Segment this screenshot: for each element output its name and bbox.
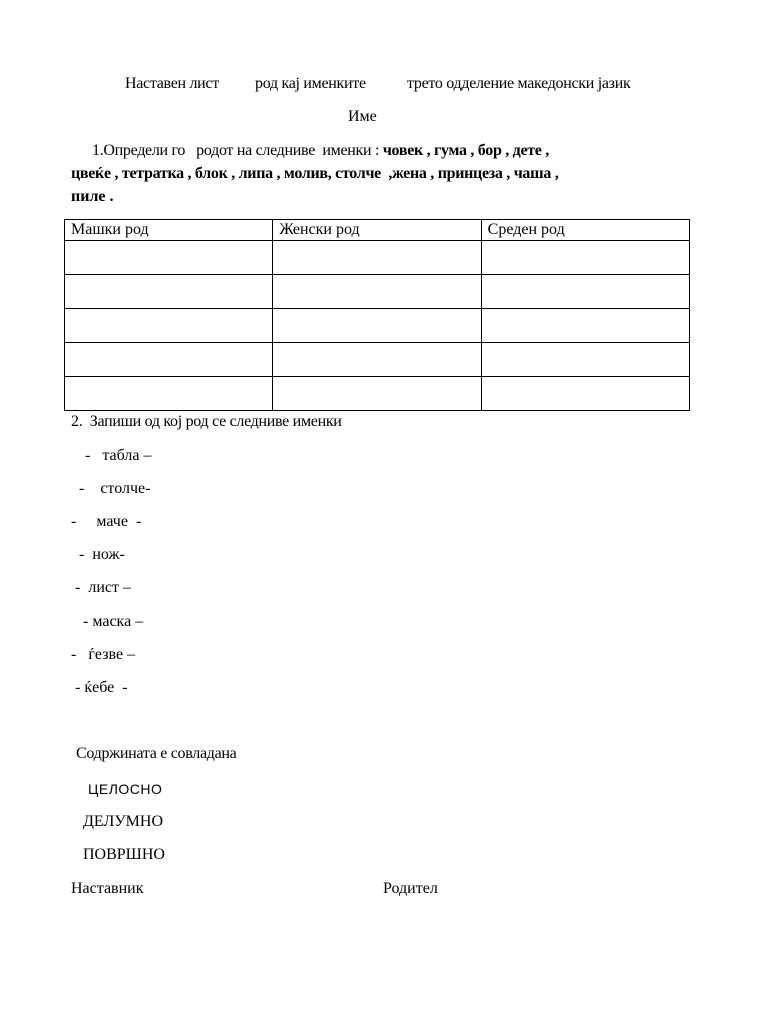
teacher-label: Наставник	[71, 880, 144, 897]
level-partial: ДЕЛУМНО	[83, 813, 163, 830]
task1-words-line2: цвеќе , тетратка , блок , липа , молив, столче ,жена , принцеза , чаша ,	[71, 165, 559, 182]
table-cell[interactable]	[481, 309, 689, 343]
list-item: - табла –	[85, 447, 152, 464]
list-item: - лист –	[75, 579, 131, 596]
table-cell[interactable]	[481, 241, 689, 275]
worksheet-title-part3: трето одделение македонски јазик	[407, 75, 631, 92]
task1-prefix: 1.Определи го родот на следниве именки :	[92, 142, 383, 159]
table-cell[interactable]	[65, 343, 273, 377]
table-cell[interactable]	[65, 241, 273, 275]
table-cell[interactable]	[481, 377, 689, 411]
level-complete: ЦЕЛОСНО	[88, 781, 163, 797]
table-row	[65, 343, 690, 377]
table-cell[interactable]	[65, 275, 273, 309]
task1-words-line3: пиле .	[71, 188, 114, 205]
name-label: Име	[348, 108, 377, 125]
table-cell[interactable]	[273, 275, 481, 309]
parent-label: Родител	[383, 880, 438, 897]
list-item: - мачe -	[71, 513, 142, 530]
worksheet-title-part2: род кај именките	[255, 75, 366, 92]
table-cell[interactable]	[273, 309, 481, 343]
header-feminine: Женски род	[273, 220, 481, 241]
table-header-row	[65, 220, 690, 241]
table-cell[interactable]	[273, 241, 481, 275]
table-row	[65, 275, 690, 309]
header-masculine: Машки род	[65, 220, 273, 241]
table-row	[65, 309, 690, 343]
worksheet-title-part1: Наставен лист	[125, 75, 219, 92]
list-item: - маска –	[83, 613, 144, 630]
list-item: - ѓезве –	[71, 646, 136, 663]
task1-words-line1: човек , гума , бор , дете ,	[382, 142, 550, 159]
list-item: - столче-	[79, 480, 151, 497]
table-cell[interactable]	[481, 343, 689, 377]
table-row	[65, 377, 690, 411]
table-cell[interactable]	[65, 309, 273, 343]
table-cell[interactable]	[65, 377, 273, 411]
table-cell[interactable]	[273, 377, 481, 411]
task2-title: 2. Запиши од кој род се следниве именки	[71, 413, 342, 430]
list-item: - ќебе -	[75, 679, 128, 696]
table-cell[interactable]	[273, 343, 481, 377]
table-cell[interactable]	[481, 275, 689, 309]
assessment-title: Содржината е совладана	[76, 745, 237, 762]
gender-table	[64, 219, 690, 411]
list-item: - нож-	[79, 546, 125, 563]
level-superficial: ПОВРШНО	[83, 846, 165, 863]
table-row	[65, 241, 690, 275]
header-neuter: Среден род	[481, 220, 689, 241]
task1-line1	[92, 141, 549, 161]
